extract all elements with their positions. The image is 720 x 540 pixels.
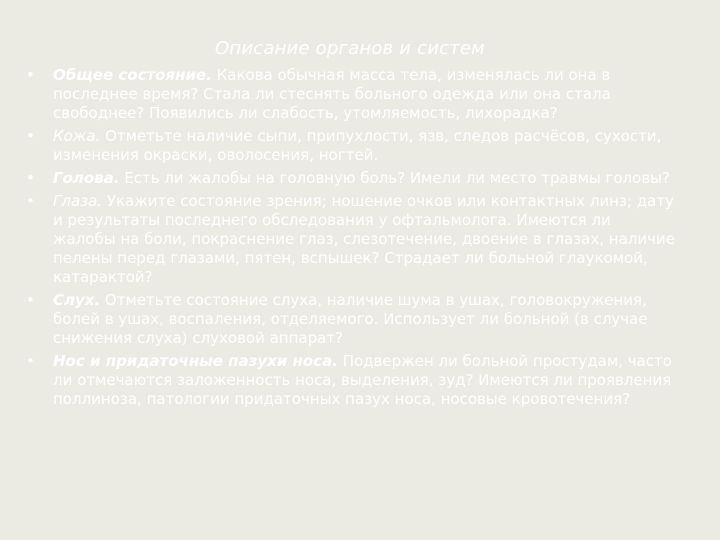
bullet-text: Подвержен ли больной простудам, часто ли отмечаются заложенность носа, выделения, зуд? Имеются ли проявления поллиноза, патологии придаточных пазух носа, носовые кровотечения?	[53, 352, 672, 408]
bullet-dot-icon: •	[26, 352, 35, 370]
bullet-skin	[26, 127, 676, 165]
bullet-heading: Кожа.	[53, 127, 101, 145]
bullet-heading: Голова.	[53, 169, 120, 187]
bullet-heading: Глаза.	[53, 192, 103, 210]
bullet-dot-icon: •	[26, 169, 35, 187]
bullet-dot-icon: •	[26, 127, 35, 145]
slide-title: Описание органов и систем	[215, 38, 485, 59]
bullet-heading: Нос и придаточные пазухи носа.	[53, 352, 338, 370]
bullet-dot-icon: •	[26, 66, 35, 84]
bullet-dot-icon: •	[26, 291, 35, 309]
bullet-text: Какова обычная масса тела, изменялась ли она в последнее время? Стала ли стеснять больного одежда или она стала свободнее? Появились ли слабость, утомляемость, лихорадка?	[53, 66, 611, 122]
bullet-text: Есть ли жалобы на головную боль? Имели ли место травмы головы?	[119, 169, 670, 187]
bullet-hearing	[26, 291, 676, 348]
bullet-text: Отметьте наличие сыпи, припухлости, язв, следов расчёсов, сухости, изменения окраски, оволосения, ногтей.	[53, 127, 662, 164]
bullet-general-state	[26, 66, 676, 123]
bullet-nose	[26, 352, 676, 409]
bullet-heading: Общее состояние.	[53, 66, 212, 84]
bullet-text: Укажите состояние зрения; ношение очков или контактных линз; дату и результаты последнего обследования у офтальмолога. Имеются ли жалобы на боли, покраснение глаз, слезотечение, двоение в глазах, наличие пелены перед глазами, пятен, вспышек? Страдает ли больной глаукомой, катарактой?	[53, 192, 675, 286]
bullet-head	[26, 169, 676, 188]
bullet-eyes	[26, 192, 676, 287]
bullet-list	[26, 66, 676, 413]
bullet-text: Отметьте состояние слуха, наличие шума в ушах, головокружения, болей в ушах, воспаления, отделяемого. Использует ли больной (в случае снижения слуха) слуховой аппарат?	[53, 291, 648, 347]
bullet-dot-icon: •	[26, 192, 35, 210]
bullet-heading: Слух.	[53, 291, 101, 309]
